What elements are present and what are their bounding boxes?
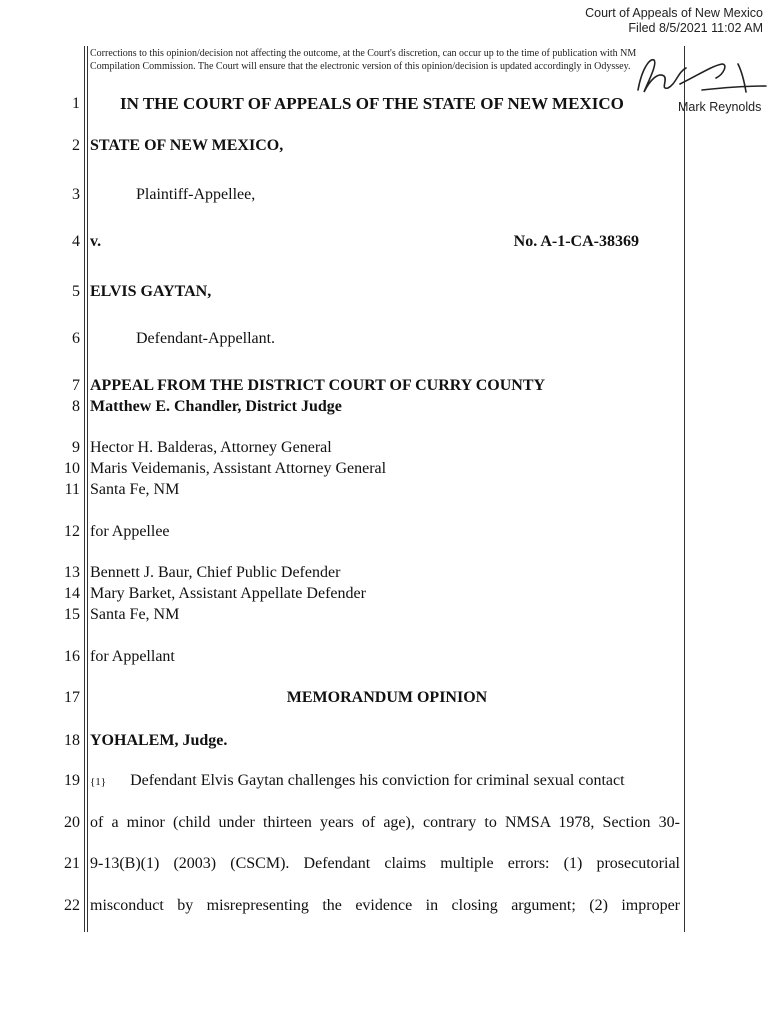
line-number: 8 (72, 398, 80, 415)
line-number: 5 (72, 283, 80, 300)
paragraph-line: misconduct by misrepresenting the evidence in closing argument; (2) improper (90, 897, 680, 914)
signature-mark (620, 50, 770, 100)
filing-date: Filed 8/5/2021 11:02 AM (628, 21, 763, 35)
court-caption: IN THE COURT OF APPEALS OF THE STATE OF NEW MEXICO (120, 94, 624, 113)
line-number: 13 (64, 564, 80, 581)
paragraph-line (90, 771, 625, 792)
paragraph-line: 9-13(B)(1) (2003) (CSCM). Defendant claims multiple errors: (1) prosecutorial (90, 855, 680, 872)
district-judge: Matthew E. Chandler, District Judge (90, 398, 342, 415)
paragraph-text: Defendant Elvis Gaytan challenges his conviction for criminal sexual contact (130, 772, 625, 789)
line-number: 4 (72, 233, 80, 250)
filing-court: Court of Appeals of New Mexico (585, 6, 763, 20)
opinion-heading: MEMORANDUM OPINION (286, 689, 488, 706)
appellee-counsel-1: Hector H. Balderas, Attorney General (90, 439, 332, 456)
filing-stamp (585, 6, 763, 36)
appellant-counsel-2: Mary Barket, Assistant Appellate Defender (90, 585, 366, 602)
line-number: 1 (72, 95, 80, 112)
paragraph-line: of a minor (child under thirteen years of age), contrary to NMSA 1978, Section 30- (90, 814, 680, 831)
line-number: 10 (64, 460, 80, 477)
plaintiff-name: STATE OF NEW MEXICO, (90, 137, 284, 154)
versus: v. (90, 233, 102, 250)
appellant-counsel-1: Bennett J. Baur, Chief Public Defender (90, 564, 341, 581)
appellee-city: Santa Fe, NM (90, 481, 180, 498)
line-number: 15 (64, 606, 80, 623)
line-number: 20 (64, 814, 80, 831)
defendant-name: ELVIS GAYTAN, (90, 283, 212, 300)
line-number: 19 (64, 772, 80, 789)
defendant-role: Defendant-Appellant. (136, 330, 276, 347)
corrections-notice: Corrections to this opinion/decision not affecting the outcome, at the Court's discretion, can occur up to the time of publication with NM Compilation Commission. The Court will ensure that the electronic version of this opinion/decision is updated accordingly in Odyssey. (90, 48, 637, 72)
appellee-counsel-2: Maris Veidemanis, Assistant Attorney General (90, 460, 387, 477)
appeal-source: APPEAL FROM THE DISTRICT COURT OF CURRY COUNTY (90, 377, 546, 394)
right-margin-rule (684, 46, 685, 932)
line-number: 6 (72, 330, 80, 347)
line-number: 14 (64, 585, 80, 602)
line-number: 17 (64, 689, 80, 706)
line-number: 11 (64, 481, 80, 498)
line-number: 7 (72, 377, 80, 394)
authoring-judge: YOHALEM, Judge. (90, 732, 228, 749)
left-margin-rule (84, 46, 85, 932)
line-number: 21 (64, 855, 80, 872)
plaintiff-role: Plaintiff-Appellee, (136, 186, 256, 203)
left-margin-rule-inner (87, 46, 88, 932)
line-number: 2 (72, 137, 80, 154)
for-appellee: for Appellee (90, 523, 170, 540)
case-number: No. A-1-CA-38369 (513, 233, 639, 250)
line-number: 22 (64, 897, 80, 914)
line-number: 3 (72, 186, 80, 203)
line-number: 18 (64, 732, 80, 749)
paragraph-marker: {1} (90, 776, 107, 788)
for-appellant: for Appellant (90, 648, 175, 665)
line-number: 12 (64, 523, 80, 540)
signer-name: Mark Reynolds (678, 100, 762, 114)
line-number: 16 (64, 648, 80, 665)
appellant-city: Santa Fe, NM (90, 606, 180, 623)
line-number: 9 (72, 439, 80, 456)
